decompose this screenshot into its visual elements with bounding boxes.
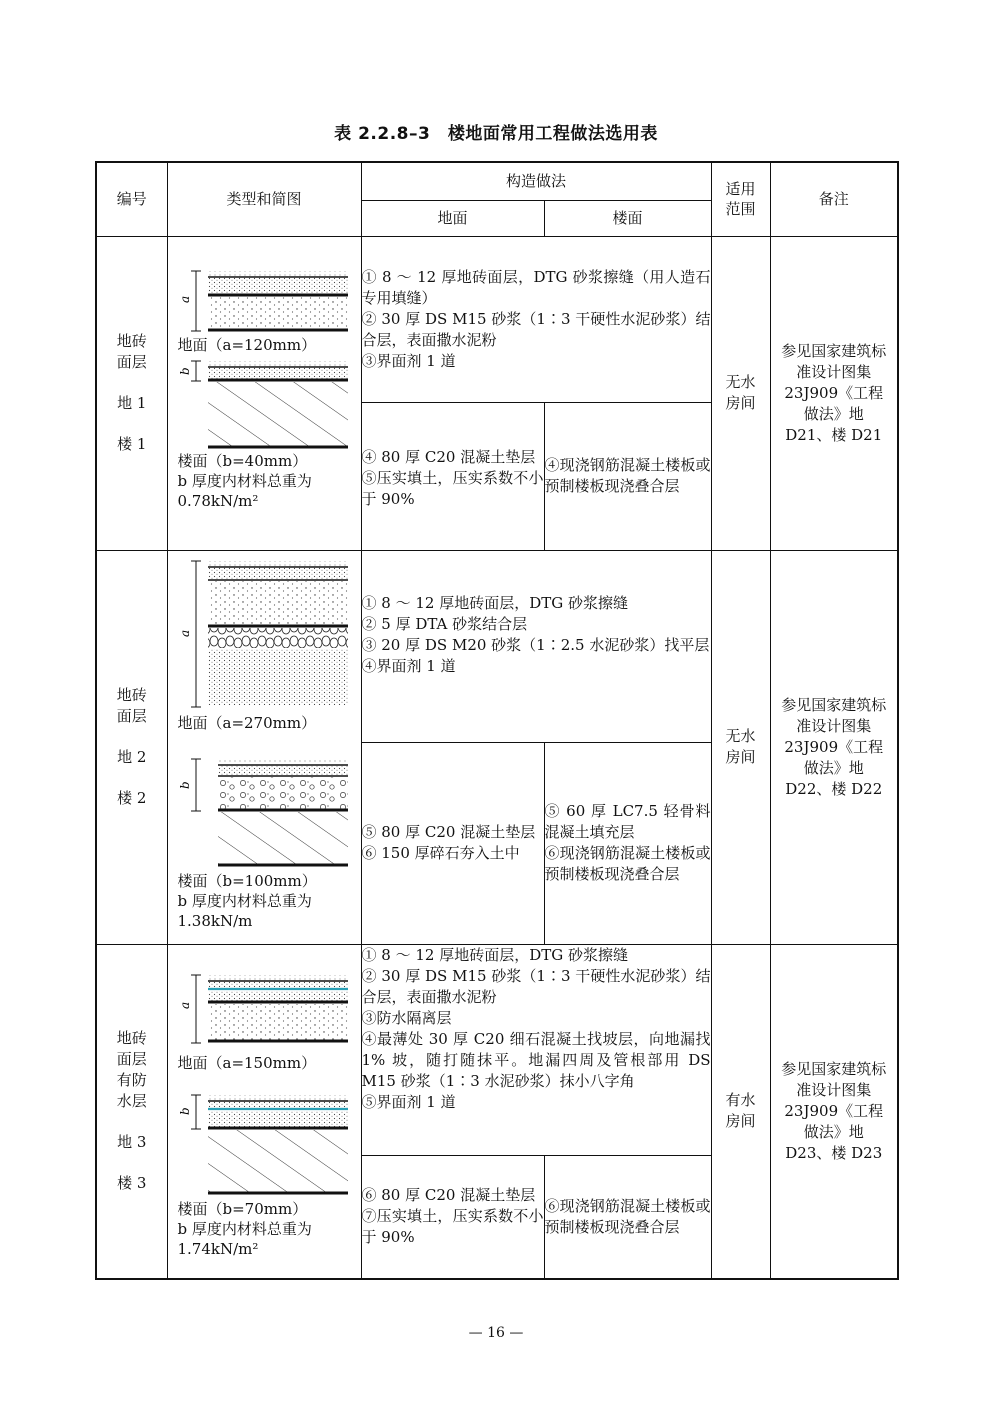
row-3-shared-steps: ① 8 ～ 12 厚地砖面层，DTG 砂浆擦缝 ② 30 厚 DS M15 砂浆（1∶3 干硬性水泥砂浆）结合层，表面撒水泥粉 ③防水隔离层 ④最薄处 30 厚 C20 细石混凝土找坡层，向地漏找 1% 坡，随打随抹平。地漏四周及管根部用 DS M15 砂浆（1∶3 水泥砂浆）抹小八字角 ⑤界面剂 1 道 [361, 944, 711, 1155]
dim-label-b: b [177, 1106, 192, 1115]
row-1-scope: 无水房间 [711, 236, 770, 550]
header-ground: 地面 [361, 200, 544, 236]
ground-section-diagram [178, 551, 356, 713]
row-1-note: 参见国家建筑标准设计图集 23J909《工程做法》地 D21、楼 D21 [770, 236, 898, 550]
row-3-diagrams: a 地面（a=150mm） b 楼面（b=70mm） b 厚度内材料总重为 1.74kN/m² [167, 944, 361, 1279]
floor-section-diagram [178, 355, 356, 451]
row-2-note: 参见国家建筑标准设计图集 23J909《工程做法》地 D22、楼 D22 [770, 550, 898, 944]
header-id: 编号 [96, 162, 167, 236]
dim-label-b: b [177, 366, 192, 375]
row-3-note: 参见国家建筑标准设计图集 23J909《工程做法》地 D23、楼 D23 [770, 944, 898, 1279]
row-1-ground-steps: ④ 80 厚 C20 混凝土垫层 ⑤压实填土，压实系数不小于 90% [361, 402, 544, 550]
row-2-shared-steps: ① 8 ～ 12 厚地砖面层，DTG 砂浆擦缝 ② 5 厚 DTA 砂浆结合层 ③ 20 厚 DS M20 砂浆（1∶2.5 水泥砂浆）找平层 ④界面剂 1 道 [361, 550, 711, 742]
row-2-scope: 无水房间 [711, 550, 770, 944]
header-note: 备注 [770, 162, 898, 236]
row-2-floor-steps: ⑤ 60 厚 LC7.5 轻骨料混凝土填充层 ⑥现浇钢筋混凝土楼板或预制楼板现浇叠合层 [544, 742, 711, 944]
row-3-ground-steps: ⑥ 80 厚 C20 混凝土垫层 ⑦压实填土，压实系数不小于 90% [361, 1155, 544, 1279]
header-floor: 楼面 [544, 200, 711, 236]
row-1-ground-caption: 地面（a=120mm） [177, 335, 317, 354]
ground-section-diagram [178, 237, 356, 335]
dim-label-a: a [177, 295, 192, 303]
row-2-floor-caption: 楼面（b=100mm） [177, 871, 317, 890]
row-2-ground-caption: 地面（a=270mm） [177, 713, 317, 732]
row-1-id: 地砖 面层 地 1 楼 1 [96, 236, 167, 550]
row-2-diagrams: a 地面（a=270mm） b 楼面（b=100mm） b 厚度内材料总重为 1.38kN/m [167, 550, 361, 944]
floor-section-diagram [178, 1089, 356, 1199]
row-3-ground-caption: 地面（a=150mm） [177, 1053, 317, 1072]
row-1-floor-steps: ④现浇钢筋混凝土楼板或预制楼板现浇叠合层 [544, 402, 711, 550]
dim-label-a: a [177, 1001, 192, 1009]
row-3-floor-steps: ⑥现浇钢筋混凝土楼板或预制楼板现浇叠合层 [544, 1155, 711, 1279]
row-3-id: 地砖 面层 有防 水层 地 3 楼 3 [96, 944, 167, 1279]
row-1-shared-steps: ① 8 ～ 12 厚地砖面层，DTG 砂浆擦缝（用人造石专用填缝） ② 30 厚 DS M15 砂浆（1∶3 干硬性水泥砂浆）结合层，表面撒水泥粉 ③界面剂 1 道 [361, 236, 711, 402]
row-2-ground-steps: ⑤ 80 厚 C20 混凝土垫层 ⑥ 150 厚碎石夯入土中 [361, 742, 544, 944]
header-construction: 构造做法 [361, 162, 711, 200]
header-scope: 适用范围 [711, 162, 770, 236]
row-2-id: 地砖 面层 地 2 楼 2 [96, 550, 167, 944]
row-3-scope: 有水房间 [711, 944, 770, 1279]
table-title: 表 2.2.8–3 楼地面常用工程做法选用表 [334, 124, 658, 144]
row-1-floor-caption: 楼面（b=40mm） [177, 451, 308, 470]
page-number: — 16 — [468, 1325, 524, 1341]
row-1-diagrams: a 地面（a=120mm） b 楼面（b=40mm） b 厚度内材料总重为 0.78kN/m² [167, 236, 361, 550]
floor-section-diagram [178, 755, 356, 871]
dim-label-b: b [177, 780, 192, 789]
ground-section-diagram [178, 953, 356, 1053]
dim-label-a: a [177, 629, 192, 637]
row-3-floor-caption: 楼面（b=70mm） [177, 1199, 308, 1218]
header-type: 类型和简图 [167, 162, 361, 236]
construction-table [95, 161, 899, 1280]
